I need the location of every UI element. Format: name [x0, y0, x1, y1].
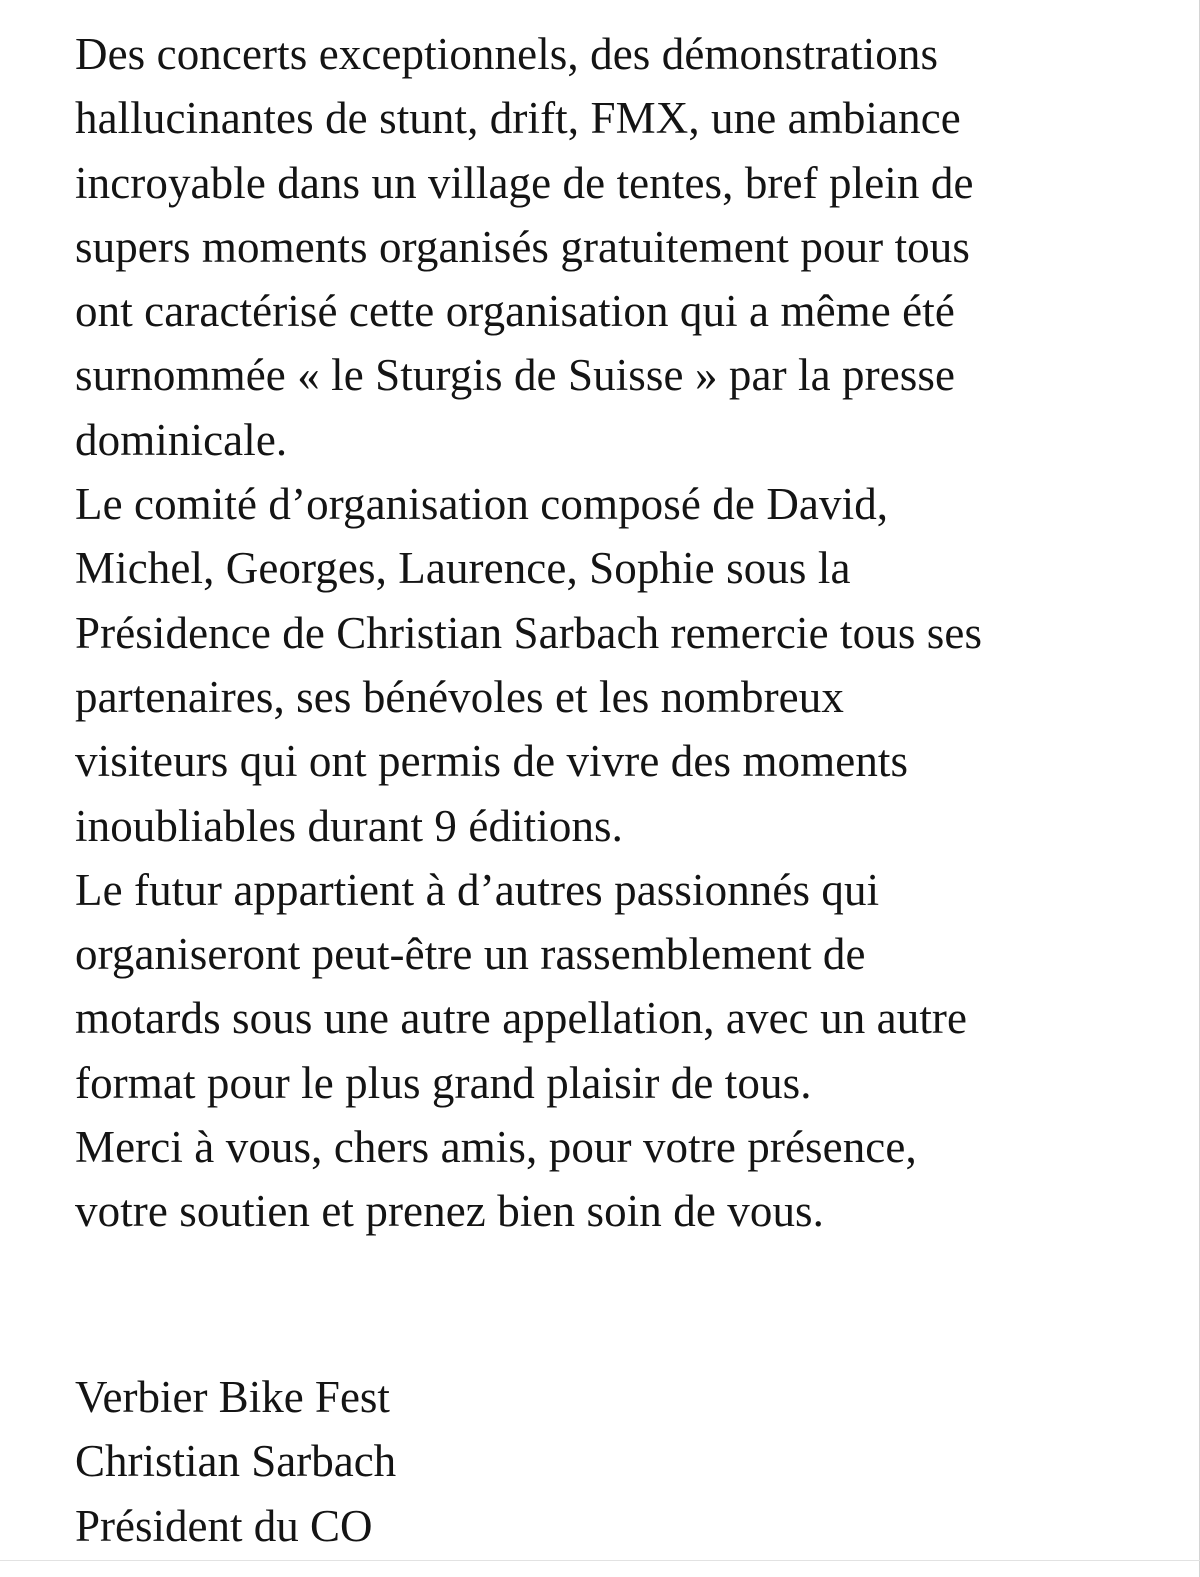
body-line: ont caractérisé cette organisation qui a même été: [75, 286, 955, 337]
body-line: surnommée « le Sturgis de Suisse » par la presse: [75, 350, 956, 401]
body-line: Merci à vous, chers amis, pour votre présence,: [75, 1122, 917, 1173]
signature-organization: Verbier Bike Fest: [75, 1372, 390, 1422]
body-line: dominicale.: [75, 414, 288, 465]
body-line: Le futur appartient à d’autres passionnés qui: [75, 864, 880, 915]
body-line: format pour le plus grand plaisir de tous.: [75, 1057, 812, 1108]
letter-body: [75, 22, 1175, 1244]
body-line: Présidence de Christian Sarbach remercie tous ses: [75, 607, 983, 658]
body-line: supers moments organisés gratuitement pour tous: [75, 221, 970, 272]
body-line: motards sous une autre appellation, avec un autre: [75, 993, 968, 1044]
body-line: visiteurs qui ont permis de vivre des moments: [75, 736, 909, 787]
body-line: organiseront peut-être un rassemblement de: [75, 929, 866, 980]
body-line: Des concerts exceptionnels, des démonstrations: [75, 29, 939, 79]
body-line: votre soutien et prenez bien soin de vous.: [75, 1186, 825, 1237]
signature-role: Président du CO: [75, 1500, 373, 1551]
body-line: incroyable dans un village de tentes, bref plein de: [75, 157, 974, 208]
body-line: hallucinantes de stunt, drift, FMX, une ambiance: [75, 93, 961, 144]
body-line: Michel, Georges, Laurence, Sophie sous la: [75, 543, 851, 594]
bottom-divider: [0, 1560, 1200, 1561]
body-line: inoubliables durant 9 éditions.: [75, 800, 624, 851]
body-line: partenaires, ses bénévoles et les nombreux: [75, 671, 844, 722]
signature-block: [75, 1365, 1075, 1558]
signature-name: Christian Sarbach: [75, 1436, 397, 1487]
body-line: Le comité d’organisation composé de David,: [75, 479, 889, 530]
